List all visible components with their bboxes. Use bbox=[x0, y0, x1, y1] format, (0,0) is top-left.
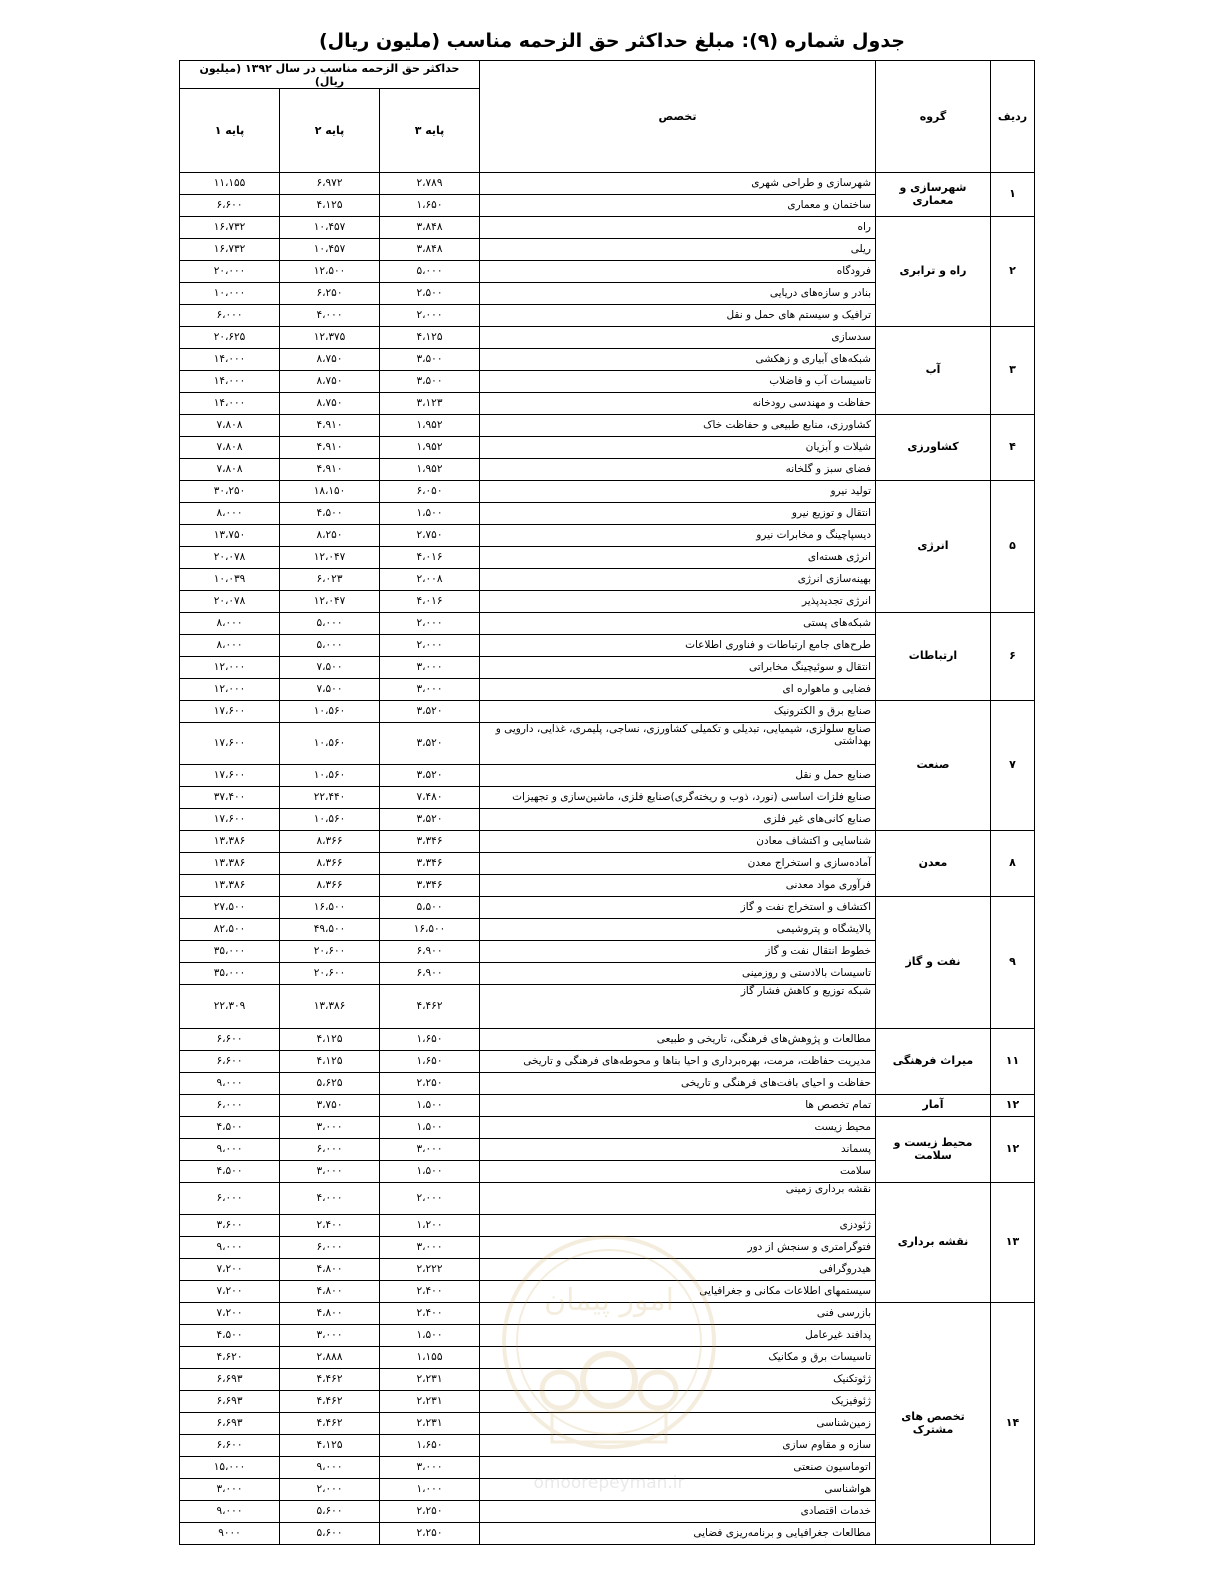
specialty-cell: نقشه برداری زمینی bbox=[480, 1183, 876, 1215]
header-group: گروه bbox=[876, 61, 991, 173]
specialty-cell: ریلی bbox=[480, 239, 876, 261]
specialty-cell: انرژی هسته‌ای bbox=[480, 547, 876, 569]
specialty-cell: شبکه‌های آبیاری و زهکشی bbox=[480, 349, 876, 371]
base3-cell: ۳،۰۰۰ bbox=[380, 1139, 480, 1161]
table-row bbox=[180, 1029, 1035, 1051]
specialty-cell: انتقال و توزیع نیرو bbox=[480, 503, 876, 525]
base1-cell: ۷،۲۰۰ bbox=[180, 1281, 280, 1303]
base1-cell: ۲۷،۵۰۰ bbox=[180, 897, 280, 919]
base3-cell: ۲،۴۰۰ bbox=[380, 1303, 480, 1325]
base1-cell: ۴،۵۰۰ bbox=[180, 1161, 280, 1183]
base1-cell: ۲۰،۰۷۸ bbox=[180, 547, 280, 569]
base1-cell: ۱۳،۷۵۰ bbox=[180, 525, 280, 547]
base1-cell: ۱۰،۰۳۹ bbox=[180, 569, 280, 591]
base1-cell: ۹،۰۰۰ bbox=[180, 1237, 280, 1259]
table-row bbox=[180, 613, 1035, 635]
base2-cell: ۱۸،۱۵۰ bbox=[280, 481, 380, 503]
base2-cell: ۱۰،۴۵۷ bbox=[280, 217, 380, 239]
base3-cell: ۲،۰۰۰ bbox=[380, 1183, 480, 1215]
base3-cell: ۶،۹۰۰ bbox=[380, 963, 480, 985]
base3-cell: ۱،۰۰۰ bbox=[380, 1479, 480, 1501]
base1-cell: ۷،۸۰۸ bbox=[180, 459, 280, 481]
specialty-cell: تولید نیرو bbox=[480, 481, 876, 503]
specialty-cell: شهرسازی و طراحی شهری bbox=[480, 173, 876, 195]
base1-cell: ۶،۶۹۳ bbox=[180, 1413, 280, 1435]
base2-cell: ۱۳،۳۸۶ bbox=[280, 985, 380, 1029]
base1-cell: ۲۰،۰۰۰ bbox=[180, 261, 280, 283]
specialty-cell: صنایع کانی‌های غیر فلزی bbox=[480, 809, 876, 831]
base1-cell: ۱۶،۷۳۲ bbox=[180, 239, 280, 261]
base2-cell: ۱۰،۴۵۷ bbox=[280, 239, 380, 261]
specialty-cell: شبکه توزیع و کاهش فشار گاز bbox=[480, 985, 876, 1029]
group-name: آمار bbox=[876, 1095, 991, 1117]
base3-cell: ۳،۵۰۰ bbox=[380, 349, 480, 371]
base1-cell: ۱۴،۰۰۰ bbox=[180, 349, 280, 371]
base2-cell: ۱۲،۵۰۰ bbox=[280, 261, 380, 283]
specialty-cell: سازه و مقاوم سازی bbox=[480, 1435, 876, 1457]
specialty-cell: بهینه‌سازی انرژی bbox=[480, 569, 876, 591]
base3-cell: ۴،۴۶۲ bbox=[380, 985, 480, 1029]
group-name: نقشه برداری bbox=[876, 1183, 991, 1303]
specialty-cell: ژئودزی bbox=[480, 1215, 876, 1237]
base3-cell: ۴،۱۲۵ bbox=[380, 327, 480, 349]
specialty-cell: مطالعات و پژوهش‌های فرهنگی، تاریخی و طبیعی bbox=[480, 1029, 876, 1051]
base1-cell: ۱۴،۰۰۰ bbox=[180, 371, 280, 393]
specialty-cell: پالایشگاه و پتروشیمی bbox=[480, 919, 876, 941]
base1-cell: ۸۲،۵۰۰ bbox=[180, 919, 280, 941]
specialty-cell: شناسایی و اکتشاف معادن bbox=[480, 831, 876, 853]
base3-cell: ۲،۲۲۲ bbox=[380, 1259, 480, 1281]
specialty-cell: ساختمان و معماری bbox=[480, 195, 876, 217]
base3-cell: ۱،۵۰۰ bbox=[380, 1095, 480, 1117]
base3-cell: ۲،۷۵۰ bbox=[380, 525, 480, 547]
specialty-cell: اتوماسیون صنعتی bbox=[480, 1457, 876, 1479]
table-row bbox=[180, 897, 1035, 919]
row-number: ۶ bbox=[991, 613, 1035, 701]
base3-cell: ۳،۳۴۶ bbox=[380, 853, 480, 875]
specialty-cell: ژئوتکنیک bbox=[480, 1369, 876, 1391]
base1-cell: ۹۰۰۰ bbox=[180, 1523, 280, 1545]
base2-cell: ۲۰،۶۰۰ bbox=[280, 941, 380, 963]
base3-cell: ۱،۱۵۵ bbox=[380, 1347, 480, 1369]
specialty-cell: پدافند غیرعامل bbox=[480, 1325, 876, 1347]
base2-cell: ۱۲،۰۴۷ bbox=[280, 547, 380, 569]
base3-cell: ۳،۵۲۰ bbox=[380, 701, 480, 723]
base1-cell: ۱۱،۱۵۵ bbox=[180, 173, 280, 195]
table-row bbox=[180, 1117, 1035, 1139]
specialty-cell: فضای سبز و گلخانه bbox=[480, 459, 876, 481]
base2-cell: ۵،۶۰۰ bbox=[280, 1523, 380, 1545]
base3-cell: ۳،۵۰۰ bbox=[380, 371, 480, 393]
base2-cell: ۸،۳۶۶ bbox=[280, 853, 380, 875]
specialty-cell: شیلات و آبزیان bbox=[480, 437, 876, 459]
specialty-cell: محیط زیست bbox=[480, 1117, 876, 1139]
specialty-cell: فرودگاه bbox=[480, 261, 876, 283]
group-name: ارتباطات bbox=[876, 613, 991, 701]
base2-cell: ۶،۹۷۲ bbox=[280, 173, 380, 195]
base3-cell: ۱،۹۵۲ bbox=[380, 437, 480, 459]
row-number: ۱۳ bbox=[991, 1183, 1035, 1303]
base2-cell: ۸،۷۵۰ bbox=[280, 393, 380, 415]
base2-cell: ۹،۰۰۰ bbox=[280, 1457, 380, 1479]
base2-cell: ۶،۰۰۰ bbox=[280, 1237, 380, 1259]
base2-cell: ۶،۰۲۳ bbox=[280, 569, 380, 591]
specialty-cell: صنایع فلزات اساسی (نورد، ذوب و ریخته‌گری)صنایع فلزی، ماشین‌سازی و تجهیزات bbox=[480, 787, 876, 809]
base2-cell: ۴،۵۰۰ bbox=[280, 503, 380, 525]
header-base2: پایه ۲ bbox=[280, 89, 380, 173]
table-row bbox=[180, 831, 1035, 853]
base2-cell: ۲،۰۰۰ bbox=[280, 1479, 380, 1501]
base1-cell: ۳۰،۲۵۰ bbox=[180, 481, 280, 503]
base3-cell: ۳،۱۲۳ bbox=[380, 393, 480, 415]
specialty-cell: فضایی و ماهواره ای bbox=[480, 679, 876, 701]
row-number: ۳ bbox=[991, 327, 1035, 415]
base1-cell: ۱۷،۶۰۰ bbox=[180, 723, 280, 765]
base2-cell: ۴،۸۰۰ bbox=[280, 1281, 380, 1303]
base2-cell: ۵،۰۰۰ bbox=[280, 635, 380, 657]
base1-cell: ۴،۵۰۰ bbox=[180, 1117, 280, 1139]
table-row bbox=[180, 217, 1035, 239]
table-row bbox=[180, 481, 1035, 503]
base3-cell: ۳،۵۲۰ bbox=[380, 723, 480, 765]
base3-cell: ۶،۹۰۰ bbox=[380, 941, 480, 963]
table-row bbox=[180, 1183, 1035, 1215]
base1-cell: ۸،۰۰۰ bbox=[180, 635, 280, 657]
base1-cell: ۹،۰۰۰ bbox=[180, 1139, 280, 1161]
specialty-cell: حفاظت و احیای بافت‌های فرهنگی و تاریخی bbox=[480, 1073, 876, 1095]
watermark-url: omoorepeyman.ir bbox=[533, 1473, 685, 1493]
base3-cell: ۳،۵۲۰ bbox=[380, 809, 480, 831]
base1-cell: ۳،۰۰۰ bbox=[180, 1479, 280, 1501]
base3-cell: ۷،۴۸۰ bbox=[380, 787, 480, 809]
specialty-cell: سلامت bbox=[480, 1161, 876, 1183]
specialty-cell: تاسیسات آب و فاضلاب bbox=[480, 371, 876, 393]
base1-cell: ۹،۰۰۰ bbox=[180, 1501, 280, 1523]
base3-cell: ۱،۵۰۰ bbox=[380, 503, 480, 525]
base3-cell: ۱،۲۰۰ bbox=[380, 1215, 480, 1237]
base1-cell: ۶،۰۰۰ bbox=[180, 1183, 280, 1215]
table-row bbox=[180, 415, 1035, 437]
group-name: شهرسازی و معماری bbox=[876, 173, 991, 217]
group-name: معدن bbox=[876, 831, 991, 897]
specialty-cell: تمام تخصص ها bbox=[480, 1095, 876, 1117]
base2-cell: ۴،۴۶۲ bbox=[280, 1369, 380, 1391]
base2-cell: ۵،۶۰۰ bbox=[280, 1501, 380, 1523]
table-body bbox=[180, 173, 1035, 1545]
group-name: محیط زیست و سلامت bbox=[876, 1117, 991, 1183]
base1-cell: ۲۰،۶۲۵ bbox=[180, 327, 280, 349]
specialty-cell: فرآوری مواد معدنی bbox=[480, 875, 876, 897]
base2-cell: ۱۰،۵۶۰ bbox=[280, 809, 380, 831]
specialty-cell: زمین‌شناسی bbox=[480, 1413, 876, 1435]
base1-cell: ۳۷،۴۰۰ bbox=[180, 787, 280, 809]
specialty-cell: بنادر و سازه‌های دریایی bbox=[480, 283, 876, 305]
table-row bbox=[180, 701, 1035, 723]
base3-cell: ۱،۶۵۰ bbox=[380, 1029, 480, 1051]
base3-cell: ۳،۰۰۰ bbox=[380, 657, 480, 679]
group-name: صنعت bbox=[876, 701, 991, 831]
base2-cell: ۴،۰۰۰ bbox=[280, 1183, 380, 1215]
base3-cell: ۳،۳۴۶ bbox=[380, 875, 480, 897]
row-number: ۱۲ bbox=[991, 1117, 1035, 1183]
base2-cell: ۴،۱۲۵ bbox=[280, 1029, 380, 1051]
base2-cell: ۶،۰۰۰ bbox=[280, 1139, 380, 1161]
row-number: ۱ bbox=[991, 173, 1035, 217]
base1-cell: ۷،۸۰۸ bbox=[180, 437, 280, 459]
base1-cell: ۸،۰۰۰ bbox=[180, 503, 280, 525]
base3-cell: ۱،۶۵۰ bbox=[380, 195, 480, 217]
row-number: ۷ bbox=[991, 701, 1035, 831]
base2-cell: ۶،۲۵۰ bbox=[280, 283, 380, 305]
base3-cell: ۲،۴۰۰ bbox=[380, 1281, 480, 1303]
specialty-cell: ترافیک و سیستم های حمل و نقل bbox=[480, 305, 876, 327]
base3-cell: ۳،۵۲۰ bbox=[380, 765, 480, 787]
base2-cell: ۸،۳۶۶ bbox=[280, 831, 380, 853]
group-name: تخصص های مشترک bbox=[876, 1303, 991, 1545]
base1-cell: ۳۵،۰۰۰ bbox=[180, 941, 280, 963]
specialty-cell: سیستمهای اطلاعات مکانی و جغرافیایی bbox=[480, 1281, 876, 1303]
base3-cell: ۳،۳۴۶ bbox=[380, 831, 480, 853]
specialty-cell: مطالعات جغرافیایی و برنامه‌ریزی فضایی bbox=[480, 1523, 876, 1545]
base1-cell: ۱۲،۰۰۰ bbox=[180, 657, 280, 679]
specialty-cell: صنایع سلولزی، شیمیایی، تبدیلی و تکمیلی کشاورزی، نساجی، پلیمری، غذایی، دارویی و بهداشتی bbox=[480, 723, 876, 765]
base2-cell: ۴،۱۲۵ bbox=[280, 195, 380, 217]
base1-cell: ۱۶،۷۳۲ bbox=[180, 217, 280, 239]
base1-cell: ۱۷،۶۰۰ bbox=[180, 765, 280, 787]
base2-cell: ۲۲،۴۴۰ bbox=[280, 787, 380, 809]
base1-cell: ۲۲،۳۰۹ bbox=[180, 985, 280, 1029]
specialty-cell: بازرسی فنی bbox=[480, 1303, 876, 1325]
specialty-cell: صنایع برق و الکترونیک bbox=[480, 701, 876, 723]
base2-cell: ۳،۰۰۰ bbox=[280, 1117, 380, 1139]
base2-cell: ۴،۱۲۵ bbox=[280, 1435, 380, 1457]
specialty-cell: آماده‌سازی و استخراج معدن bbox=[480, 853, 876, 875]
base1-cell: ۶،۰۰۰ bbox=[180, 305, 280, 327]
specialty-cell: دیسپاچینگ و مخابرات نیرو bbox=[480, 525, 876, 547]
base1-cell: ۶،۶۰۰ bbox=[180, 195, 280, 217]
base3-cell: ۳،۰۰۰ bbox=[380, 1457, 480, 1479]
base1-cell: ۱۳،۳۸۶ bbox=[180, 875, 280, 897]
base3-cell: ۳،۰۰۰ bbox=[380, 679, 480, 701]
header-base1: پایه ۱ bbox=[180, 89, 280, 173]
base1-cell: ۶،۰۰۰ bbox=[180, 1095, 280, 1117]
page-title: جدول شماره (۹): مبلغ حداکثر حق الزحمه مناسب (ملیون ریال) bbox=[318, 30, 905, 52]
base1-cell: ۷،۲۰۰ bbox=[180, 1303, 280, 1325]
base2-cell: ۱۲،۰۴۷ bbox=[280, 591, 380, 613]
base3-cell: ۲،۲۵۰ bbox=[380, 1523, 480, 1545]
watermark-logo-text: امور پیمان bbox=[544, 1283, 674, 1318]
base2-cell: ۳،۰۰۰ bbox=[280, 1161, 380, 1183]
table-row bbox=[180, 1303, 1035, 1325]
base3-cell: ۲،۲۵۰ bbox=[380, 1073, 480, 1095]
header-radif: ردیف bbox=[991, 61, 1035, 173]
row-number: ۸ bbox=[991, 831, 1035, 897]
base3-cell: ۲،۰۰۰ bbox=[380, 635, 480, 657]
specialty-cell: طرح‌های جامع ارتباطات و فناوری اطلاعات bbox=[480, 635, 876, 657]
specialty-cell: هیدروگرافی bbox=[480, 1259, 876, 1281]
specialty-cell: خطوط انتقال نفت و گاز bbox=[480, 941, 876, 963]
specialty-cell: مدیریت حفاظت، مرمت، بهره‌برداری و احیا بناها و محوطه‌های فرهنگی و تاریخی bbox=[480, 1051, 876, 1073]
base2-cell: ۴،۸۰۰ bbox=[280, 1303, 380, 1325]
specialty-cell: حفاظت و مهندسی رودخانه bbox=[480, 393, 876, 415]
base3-cell: ۵،۰۰۰ bbox=[380, 261, 480, 283]
base2-cell: ۴،۴۶۲ bbox=[280, 1391, 380, 1413]
specialty-cell: پسماند bbox=[480, 1139, 876, 1161]
base3-cell: ۲،۲۳۱ bbox=[380, 1391, 480, 1413]
specialty-cell: سدسازی bbox=[480, 327, 876, 349]
specialty-cell: انتقال و سوئیچینگ مخابراتی bbox=[480, 657, 876, 679]
base3-cell: ۱،۹۵۲ bbox=[380, 459, 480, 481]
base3-cell: ۲،۲۳۱ bbox=[380, 1413, 480, 1435]
specialty-cell: تاسیسات بالادستی و روزمینی bbox=[480, 963, 876, 985]
base1-cell: ۶،۶۹۳ bbox=[180, 1391, 280, 1413]
specialty-cell: اکتشاف و استخراج نفت و گاز bbox=[480, 897, 876, 919]
specialty-cell: تاسیسات برق و مکانیک bbox=[480, 1347, 876, 1369]
base1-cell: ۳،۶۰۰ bbox=[180, 1215, 280, 1237]
base2-cell: ۳،۰۰۰ bbox=[280, 1325, 380, 1347]
header-fee-group: حداکثر حق الزحمه مناسب در سال ۱۳۹۲ (میلیون ریال) bbox=[180, 61, 480, 89]
base2-cell: ۴،۰۰۰ bbox=[280, 305, 380, 327]
base3-cell: ۲،۰۰۰ bbox=[380, 613, 480, 635]
base1-cell: ۹،۰۰۰ bbox=[180, 1073, 280, 1095]
base1-cell: ۱۳،۳۸۶ bbox=[180, 831, 280, 853]
base2-cell: ۱۰،۵۶۰ bbox=[280, 765, 380, 787]
group-name: راه و ترابری bbox=[876, 217, 991, 327]
base1-cell: ۷،۸۰۸ bbox=[180, 415, 280, 437]
row-number: ۲ bbox=[991, 217, 1035, 327]
row-number: ۴ bbox=[991, 415, 1035, 481]
row-number: ۹ bbox=[991, 897, 1035, 1029]
base2-cell: ۴،۸۰۰ bbox=[280, 1259, 380, 1281]
base1-cell: ۶،۶۰۰ bbox=[180, 1051, 280, 1073]
base1-cell: ۱۴،۰۰۰ bbox=[180, 393, 280, 415]
row-number: ۱۱ bbox=[991, 1029, 1035, 1095]
base2-cell: ۱۰،۵۶۰ bbox=[280, 723, 380, 765]
group-name: کشاورزی bbox=[876, 415, 991, 481]
base3-cell: ۲،۲۵۰ bbox=[380, 1501, 480, 1523]
specialty-cell: کشاورزی، منابع طبیعی و حفاظت خاک bbox=[480, 415, 876, 437]
base2-cell: ۱۰،۵۶۰ bbox=[280, 701, 380, 723]
base1-cell: ۱۷،۶۰۰ bbox=[180, 809, 280, 831]
base2-cell: ۴،۹۱۰ bbox=[280, 459, 380, 481]
base2-cell: ۲،۴۰۰ bbox=[280, 1215, 380, 1237]
base1-cell: ۱۷،۶۰۰ bbox=[180, 701, 280, 723]
base3-cell: ۱،۶۵۰ bbox=[380, 1051, 480, 1073]
specialty-cell: ژئوفیزیک bbox=[480, 1391, 876, 1413]
specialty-cell: راه bbox=[480, 217, 876, 239]
specialty-cell: هواشناسی bbox=[480, 1479, 876, 1501]
base1-cell: ۶،۶۰۰ bbox=[180, 1029, 280, 1051]
group-name: نفت و گاز bbox=[876, 897, 991, 1029]
base2-cell: ۸،۲۵۰ bbox=[280, 525, 380, 547]
base3-cell: ۱،۹۵۲ bbox=[380, 415, 480, 437]
base2-cell: ۲۰،۶۰۰ bbox=[280, 963, 380, 985]
table-row bbox=[180, 1095, 1035, 1117]
base2-cell: ۷،۵۰۰ bbox=[280, 679, 380, 701]
base1-cell: ۳۵،۰۰۰ bbox=[180, 963, 280, 985]
base3-cell: ۲،۰۰۰ bbox=[380, 305, 480, 327]
group-name: انرژی bbox=[876, 481, 991, 613]
base2-cell: ۳،۷۵۰ bbox=[280, 1095, 380, 1117]
base3-cell: ۱،۶۵۰ bbox=[380, 1435, 480, 1457]
base3-cell: ۲،۰۰۸ bbox=[380, 569, 480, 591]
base1-cell: ۶،۶۹۳ bbox=[180, 1369, 280, 1391]
header-specialty: تخصص bbox=[480, 61, 876, 173]
base3-cell: ۱،۵۰۰ bbox=[380, 1161, 480, 1183]
base2-cell: ۴۹،۵۰۰ bbox=[280, 919, 380, 941]
base3-cell: ۵،۵۰۰ bbox=[380, 897, 480, 919]
base2-cell: ۵،۶۲۵ bbox=[280, 1073, 380, 1095]
base3-cell: ۴،۰۱۶ bbox=[380, 547, 480, 569]
group-name: آب bbox=[876, 327, 991, 415]
base2-cell: ۴،۴۶۲ bbox=[280, 1413, 380, 1435]
base1-cell: ۷،۲۰۰ bbox=[180, 1259, 280, 1281]
base2-cell: ۲،۸۸۸ bbox=[280, 1347, 380, 1369]
base2-cell: ۴،۹۱۰ bbox=[280, 437, 380, 459]
base3-cell: ۳،۸۴۸ bbox=[380, 239, 480, 261]
base3-cell: ۱،۵۰۰ bbox=[380, 1325, 480, 1347]
base1-cell: ۸،۰۰۰ bbox=[180, 613, 280, 635]
table-row bbox=[180, 173, 1035, 195]
base2-cell: ۷،۵۰۰ bbox=[280, 657, 380, 679]
row-number: ۱۲ bbox=[991, 1095, 1035, 1117]
base3-cell: ۱،۵۰۰ bbox=[380, 1117, 480, 1139]
base1-cell: ۴،۵۰۰ bbox=[180, 1325, 280, 1347]
base3-cell: ۳،۸۴۸ bbox=[380, 217, 480, 239]
base2-cell: ۴،۹۱۰ bbox=[280, 415, 380, 437]
base3-cell: ۳،۰۰۰ bbox=[380, 1237, 480, 1259]
row-number: ۵ bbox=[991, 481, 1035, 613]
specialty-cell: صنایع حمل و نقل bbox=[480, 765, 876, 787]
base1-cell: ۱۰،۰۰۰ bbox=[180, 283, 280, 305]
base1-cell: ۲۰،۰۷۸ bbox=[180, 591, 280, 613]
specialty-cell: انرژی تجدیدپذیر bbox=[480, 591, 876, 613]
table-row bbox=[180, 327, 1035, 349]
header-base3: پایه ۳ bbox=[380, 89, 480, 173]
base3-cell: ۶،۰۵۰ bbox=[380, 481, 480, 503]
base3-cell: ۲،۷۸۹ bbox=[380, 173, 480, 195]
row-number: ۱۴ bbox=[991, 1303, 1035, 1545]
base1-cell: ۶،۶۰۰ bbox=[180, 1435, 280, 1457]
base3-cell: ۴،۰۱۶ bbox=[380, 591, 480, 613]
base2-cell: ۱۶،۵۰۰ bbox=[280, 897, 380, 919]
base1-cell: ۱۳،۳۸۶ bbox=[180, 853, 280, 875]
base2-cell: ۴،۱۲۵ bbox=[280, 1051, 380, 1073]
base3-cell: ۲،۲۳۱ bbox=[380, 1369, 480, 1391]
base2-cell: ۸،۳۶۶ bbox=[280, 875, 380, 897]
base2-cell: ۵،۰۰۰ bbox=[280, 613, 380, 635]
base3-cell: ۱۶،۵۰۰ bbox=[380, 919, 480, 941]
base1-cell: ۱۲،۰۰۰ bbox=[180, 679, 280, 701]
base2-cell: ۱۲،۳۷۵ bbox=[280, 327, 380, 349]
base1-cell: ۱۵،۰۰۰ bbox=[180, 1457, 280, 1479]
specialty-cell: خدمات اقتصادی bbox=[480, 1501, 876, 1523]
fee-table bbox=[179, 60, 1035, 1545]
base2-cell: ۸،۷۵۰ bbox=[280, 349, 380, 371]
base3-cell: ۲،۵۰۰ bbox=[380, 283, 480, 305]
specialty-cell: فتوگرامتری و سنجش از دور bbox=[480, 1237, 876, 1259]
base2-cell: ۸،۷۵۰ bbox=[280, 371, 380, 393]
base1-cell: ۴،۶۲۰ bbox=[180, 1347, 280, 1369]
group-name: میراث فرهنگی bbox=[876, 1029, 991, 1095]
specialty-cell: شبکه‌های پستی bbox=[480, 613, 876, 635]
